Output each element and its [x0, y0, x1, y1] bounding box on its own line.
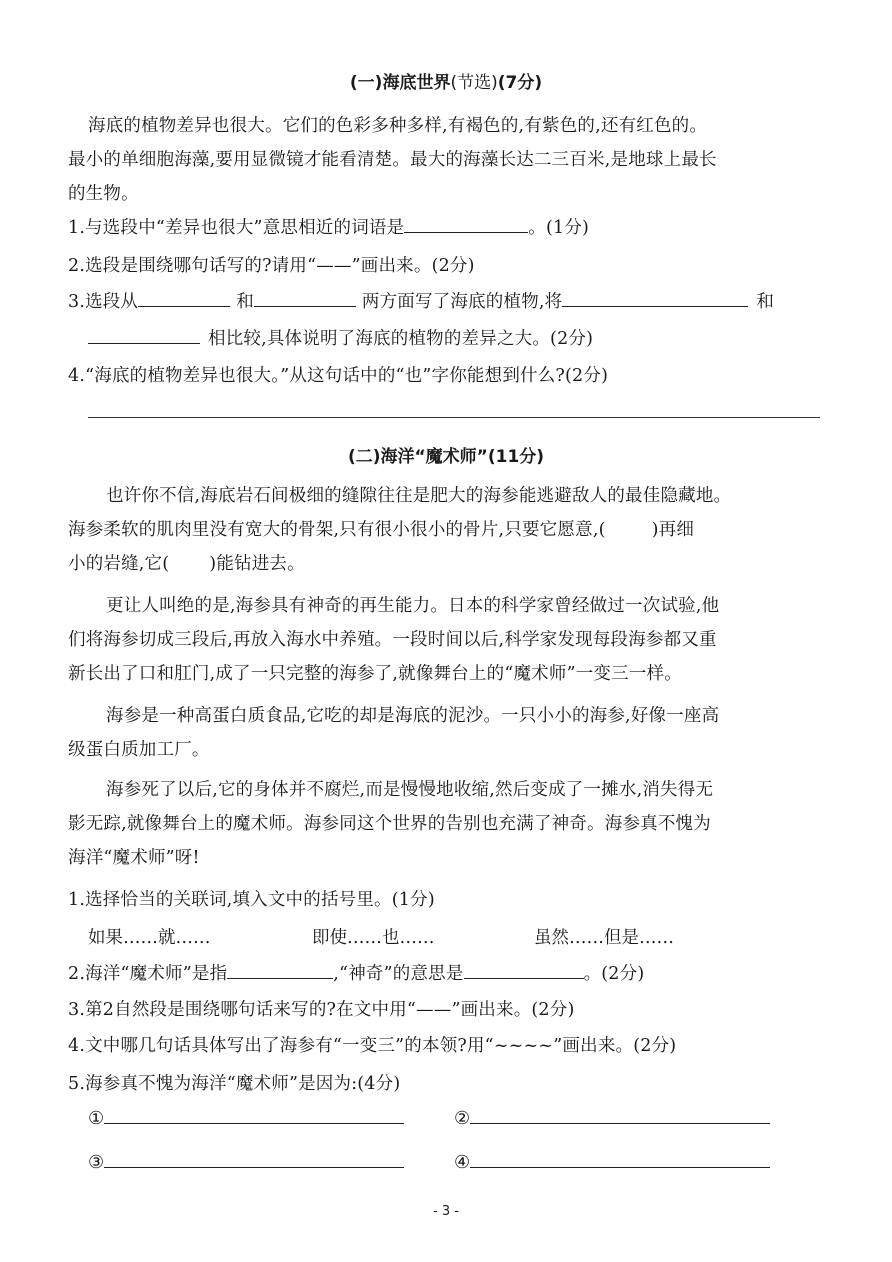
passage1-line2: 最小的单细胞海藻,要用显微镜才能看清楚。最大的海藻长达二三百米,是地球上最长: [68, 150, 717, 170]
answer-blank[interactable]: [404, 218, 528, 233]
answer-blank[interactable]: [138, 292, 230, 307]
s2-question-1: 1.选择恰当的关联词,填入文中的括号里。(1分): [68, 890, 435, 910]
answer-blank[interactable]: [227, 964, 333, 979]
answer-blank[interactable]: [470, 1155, 770, 1168]
answer-item-1: ①: [88, 1108, 404, 1129]
answer-blank[interactable]: [562, 292, 748, 307]
passage2-p4-line3: 海洋“魔术师”呀!: [68, 848, 200, 868]
s2-question-2: 2.海洋“魔术师”是指 ,“神奇”的意思是 。(2分): [68, 964, 645, 984]
passage2-p1-line3: 小的岩缝,它( )能钻进去。: [68, 554, 305, 574]
s2-question-5: 5.海参真不愧为海洋“魔术师”是因为:(4分): [68, 1074, 401, 1094]
answer-item-2: ②: [454, 1108, 770, 1129]
option-3[interactable]: 虽然……但是……: [534, 928, 674, 948]
s1-question-3-cont: 相比较,具体说明了海底的植物的差异之大。(2分): [88, 325, 593, 350]
section2-title: (二)海洋“魔术师”(11分): [347, 447, 545, 467]
passage2-p4-line1: 海参死了以后,它的身体并不腐烂,而是慢慢地收缩,然后变成了一摊水,消失得无: [106, 780, 714, 800]
answer-blank[interactable]: [104, 1155, 404, 1168]
s1-question-4: 4.“海底的植物差异也很大。”从这句话中的“也”字你能想到什么?(2分): [68, 366, 609, 386]
passage2-p2-line3: 新长出了口和肛门,成了一只完整的海参了,就像舞台上的“魔术师”一变三一样。: [68, 664, 682, 684]
page-number: - 3 -: [433, 1204, 459, 1219]
passage2-p4-line2: 影无踪,就像舞台上的魔术师。海参同这个世界的告别也充满了神奇。海参真不愧为: [68, 814, 711, 834]
answer-line[interactable]: [88, 417, 820, 418]
answer-item-3: ③: [88, 1152, 404, 1173]
s1-question-2: 2.选段是围绕哪句话写的?请用“——”画出来。(2分): [68, 256, 475, 276]
passage2-p3-line2: 级蛋白质加工厂。: [68, 740, 210, 760]
s2-question-3: 3.第2自然段是围绕哪句话来写的?在文中用“——”画出来。(2分): [68, 1000, 575, 1020]
section1-title: (一)海底世界(节选)(7分): [349, 73, 543, 93]
passage1-line1: 海底的植物差异也很大。它们的色彩多种多样,有褐色的,有紫色的,还有红色的。: [88, 116, 708, 136]
answer-blank[interactable]: [254, 292, 356, 307]
passage2-p2-line1: 更让人叫绝的是,海参具有神奇的再生能力。日本的科学家曾经做过一次试验,他: [106, 596, 720, 616]
option-1[interactable]: 如果……就……: [88, 928, 211, 948]
passage2-p1-line2: 海参柔软的肌肉里没有宽大的骨架,只有很小很小的骨片,只要它愿意,( )再细: [68, 520, 695, 540]
passage1-line3: 的生物。: [68, 184, 139, 204]
passage2-p3-line1: 海参是一种高蛋白质食品,它吃的却是海底的泥沙。一只小小的海参,好像一座高: [106, 706, 720, 726]
passage2-p2-line2: 们将海参切成三段后,再放入海水中养殖。一段时间以后,科学家发现每段海参都又重: [68, 630, 717, 650]
option-2[interactable]: 即使……也……: [312, 928, 435, 948]
s1-question-1: 1.与选段中“差异也很大”意思相近的词语是 。(1分): [68, 218, 590, 238]
answer-blank[interactable]: [88, 329, 200, 344]
answer-blank[interactable]: [470, 1111, 770, 1124]
answer-item-4: ④: [454, 1152, 770, 1173]
answer-blank[interactable]: [104, 1111, 404, 1124]
passage2-p1-line1: 也许你不信,海底岩石间极细的缝隙往往是肥大的海参能逃避敌人的最佳隐藏地。: [106, 486, 732, 506]
s2-question-4: 4.文中哪几句话具体写出了海参有“一变三”的本领?用“~~~~”画出来。(2分): [68, 1036, 677, 1056]
s1-question-3: 3.选段从 和 两方面写了海底的植物,将 和: [68, 292, 775, 312]
answer-blank[interactable]: [464, 964, 584, 979]
